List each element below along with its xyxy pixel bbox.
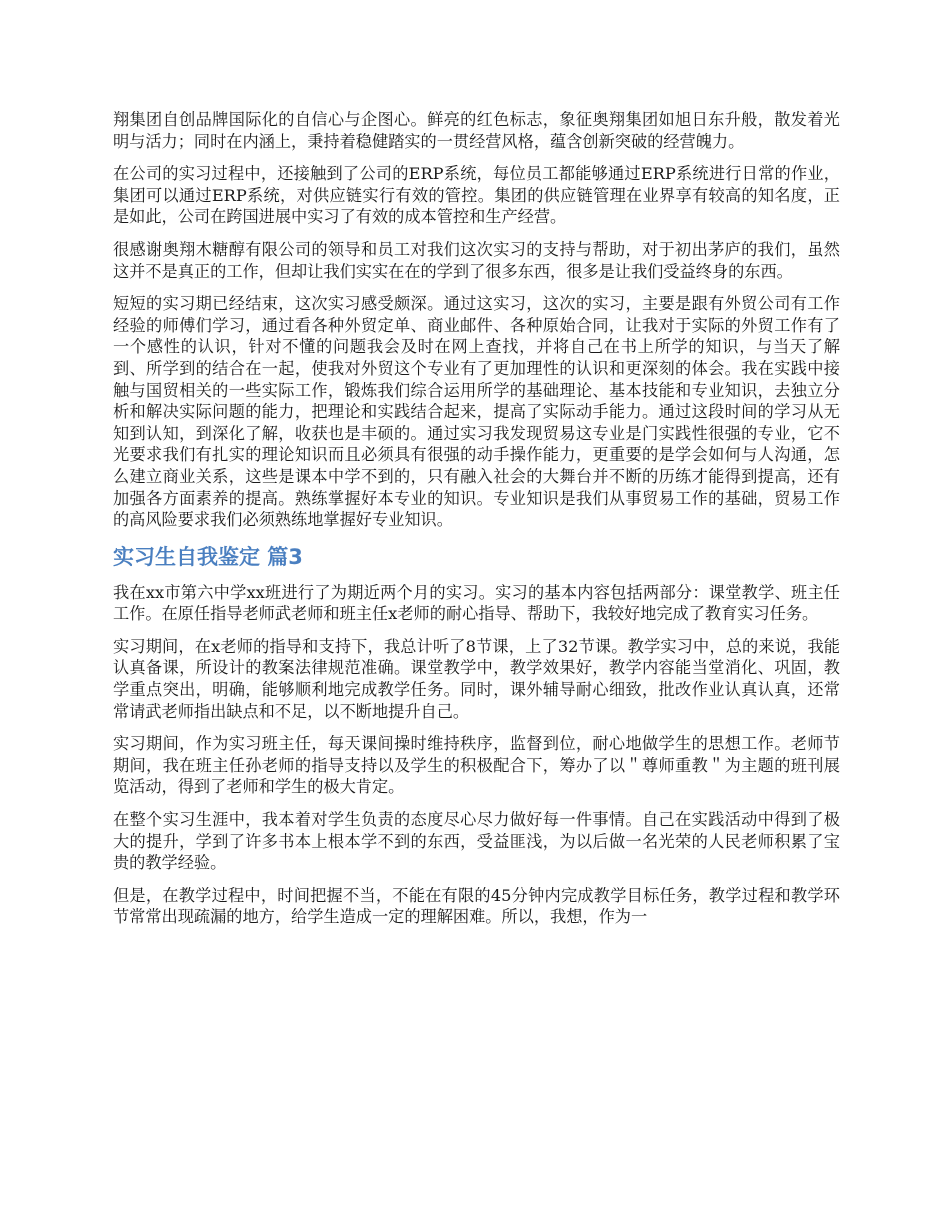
paragraph: 很感谢奥翔木糖醇有限公司的领导和员工对我们这次实习的支持与帮助，对于初出茅庐的我们，虽然这并不是真正的工作，但却让我们实实在在的学到了很多东西，很多是让我们受益终身的东西。 [113, 239, 840, 281]
document-page [113, 109, 840, 939]
paragraph: 我在xx市第六中学xx班进行了为期近两个月的实习。实习的基本内容包括两部分：课堂教学、班主任工作。在原任指导老师武老师和班主任x老师的耐心指导、帮助下，我较好地完成了教育实习任务。 [113, 582, 840, 624]
section-heading: 实习生自我鉴定 篇3 [113, 544, 303, 569]
paragraph: 在公司的实习过程中，还接触到了公司的ERP系统，每位员工都能够通过ERP系统进行日常的作业，集团可以通过ERP系统，对供应链实行有效的管控。集团的供应链管理在业界享有较高的知名度，正是如此，公司在跨国进展中实习了有效的成本管控和生产经营。 [113, 164, 840, 227]
paragraph: 短短的实习期已经结束，这次实习感受颇深。通过这实习，这次的实习，主要是跟有外贸公司有工作经验的师傅们学习，通过看各种外贸定单、商业邮件、各种原始合同，让我对于实际的外贸工作有了一个感性的认识，针对不懂的问题我会及时在网上查找，并将自己在书上所学的知识，与当天了解到、所学到的结合在一起，使我对外贸这个专业有了更加理性的认识和更深刻的体会。我在实践中接触与国贸相关的一些实际工作，锻炼我们综合运用所学的基础理论、基本技能和专业知识，去独立分析和解决实际问题的能力，把理论和实践结合起来，提高了实际动手能力。通过这段时间的学习从无知到认知，到深化了解，收获也是丰硕的。通过实习我发现贸易这专业是门实践性很强的专业，它不光要求我们有扎实的理论知识而且必须具有很强的动手操作能力，更重要的是学会如何与人沟通，怎么建立商业关系，这些是课本中学不到的，只有融入社会的大舞台并不断的历练才能得到提高，还有加强各方面素养的提高。熟练掌握好本专业的知识。专业知识是我们从事贸易工作的基础，贸易工作的高风险要求我们必须熟练地掌握好专业知识。 [113, 294, 840, 530]
paragraph: 实习期间，作为实习班主任，每天课间操时维持秩序，监督到位，耐心地做学生的思想工作。老师节期间，我在班主任孙老师的指导支持以及学生的积极配合下，筹办了以＂尊师重教＂为主题的班刊展览活动，得到了老师和学生的极大肯定。 [113, 734, 840, 797]
paragraph: 实习期间，在x老师的指导和支持下，我总计听了8节课，上了32节课。教学实习中，总的来说，我能认真备课，所设计的教案法律规范准确。课堂教学中，教学效果好，教学内容能当堂消化、巩固，教学重点突出，明确，能够顺利地完成教学任务。同时，课外辅导耐心细致，批改作业认真认真，还常常请武老师指出缺点和不足，以不断地提升自己。 [113, 636, 840, 721]
paragraph: 但是，在教学过程中，时间把握不当，不能在有限的45分钟内完成教学目标任务，教学过程和教学环节常常出现疏漏的地方，给学生造成一定的理解困难。所以，我想，作为一 [113, 885, 840, 927]
paragraph: 在整个实习生涯中，我本着对学生负责的态度尽心尽力做好每一件事情。自己在实践活动中得到了极大的提升，学到了许多书本上根本学不到的东西，受益匪浅，为以后做一名光荣的人民老师积累了宝贵的教学经验。 [113, 810, 840, 873]
paragraph: 翔集团自创品牌国际化的自信心与企图心。鲜亮的红色标志，象征奥翔集团如旭日东升般，散发着光明与活力；同时在内涵上，秉持着稳健踏实的一贯经营风格，蕴含创新突破的经营魄力。 [113, 110, 840, 151]
